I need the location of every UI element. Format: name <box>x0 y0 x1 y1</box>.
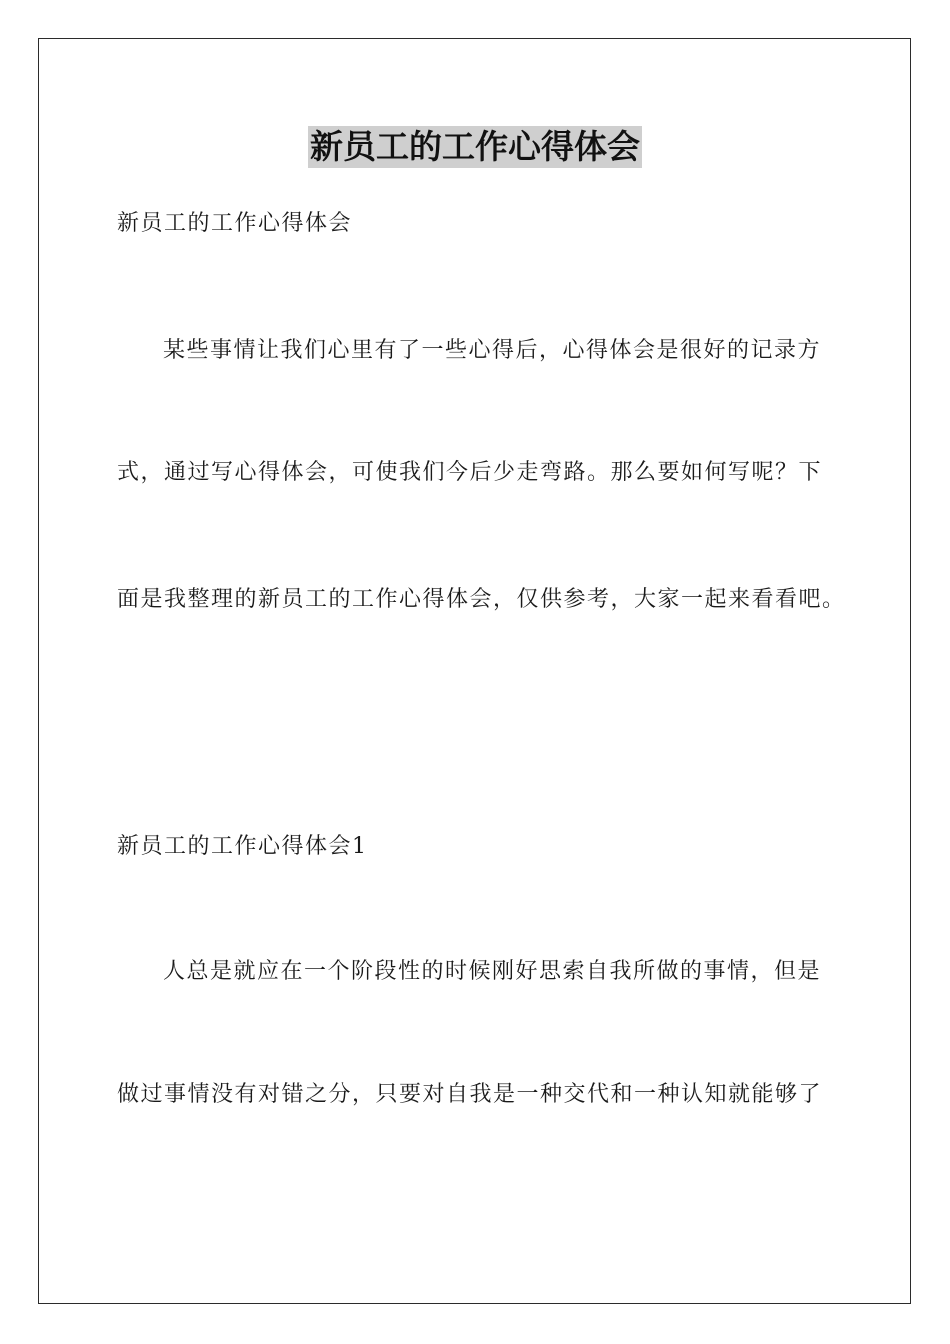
title-container <box>0 126 950 168</box>
intro-line-1: 某些事情让我们心里有了一些心得后，心得体会是很好的记录方 <box>163 338 822 363</box>
intro-line-2: 式，通过写心得体会，可使我们今后少走弯路。那么要如何写呢？下 <box>117 460 823 485</box>
section-1-heading: 新员工的工作心得体会1 <box>117 834 368 859</box>
document-subtitle: 新员工的工作心得体会 <box>117 211 353 236</box>
section-1-line-2: 做过事情没有对错之分，只要对自我是一种交代和一种认知就能够了 <box>117 1082 823 1107</box>
document-title: 新员工的工作心得体会 <box>310 127 640 166</box>
intro-line-3: 面是我整理的新员工的工作心得体会，仅供参考，大家一起来看看吧。 <box>117 587 846 612</box>
section-1-line-1: 人总是就应在一个阶段性的时候刚好思索自我所做的事情，但是 <box>163 959 822 984</box>
